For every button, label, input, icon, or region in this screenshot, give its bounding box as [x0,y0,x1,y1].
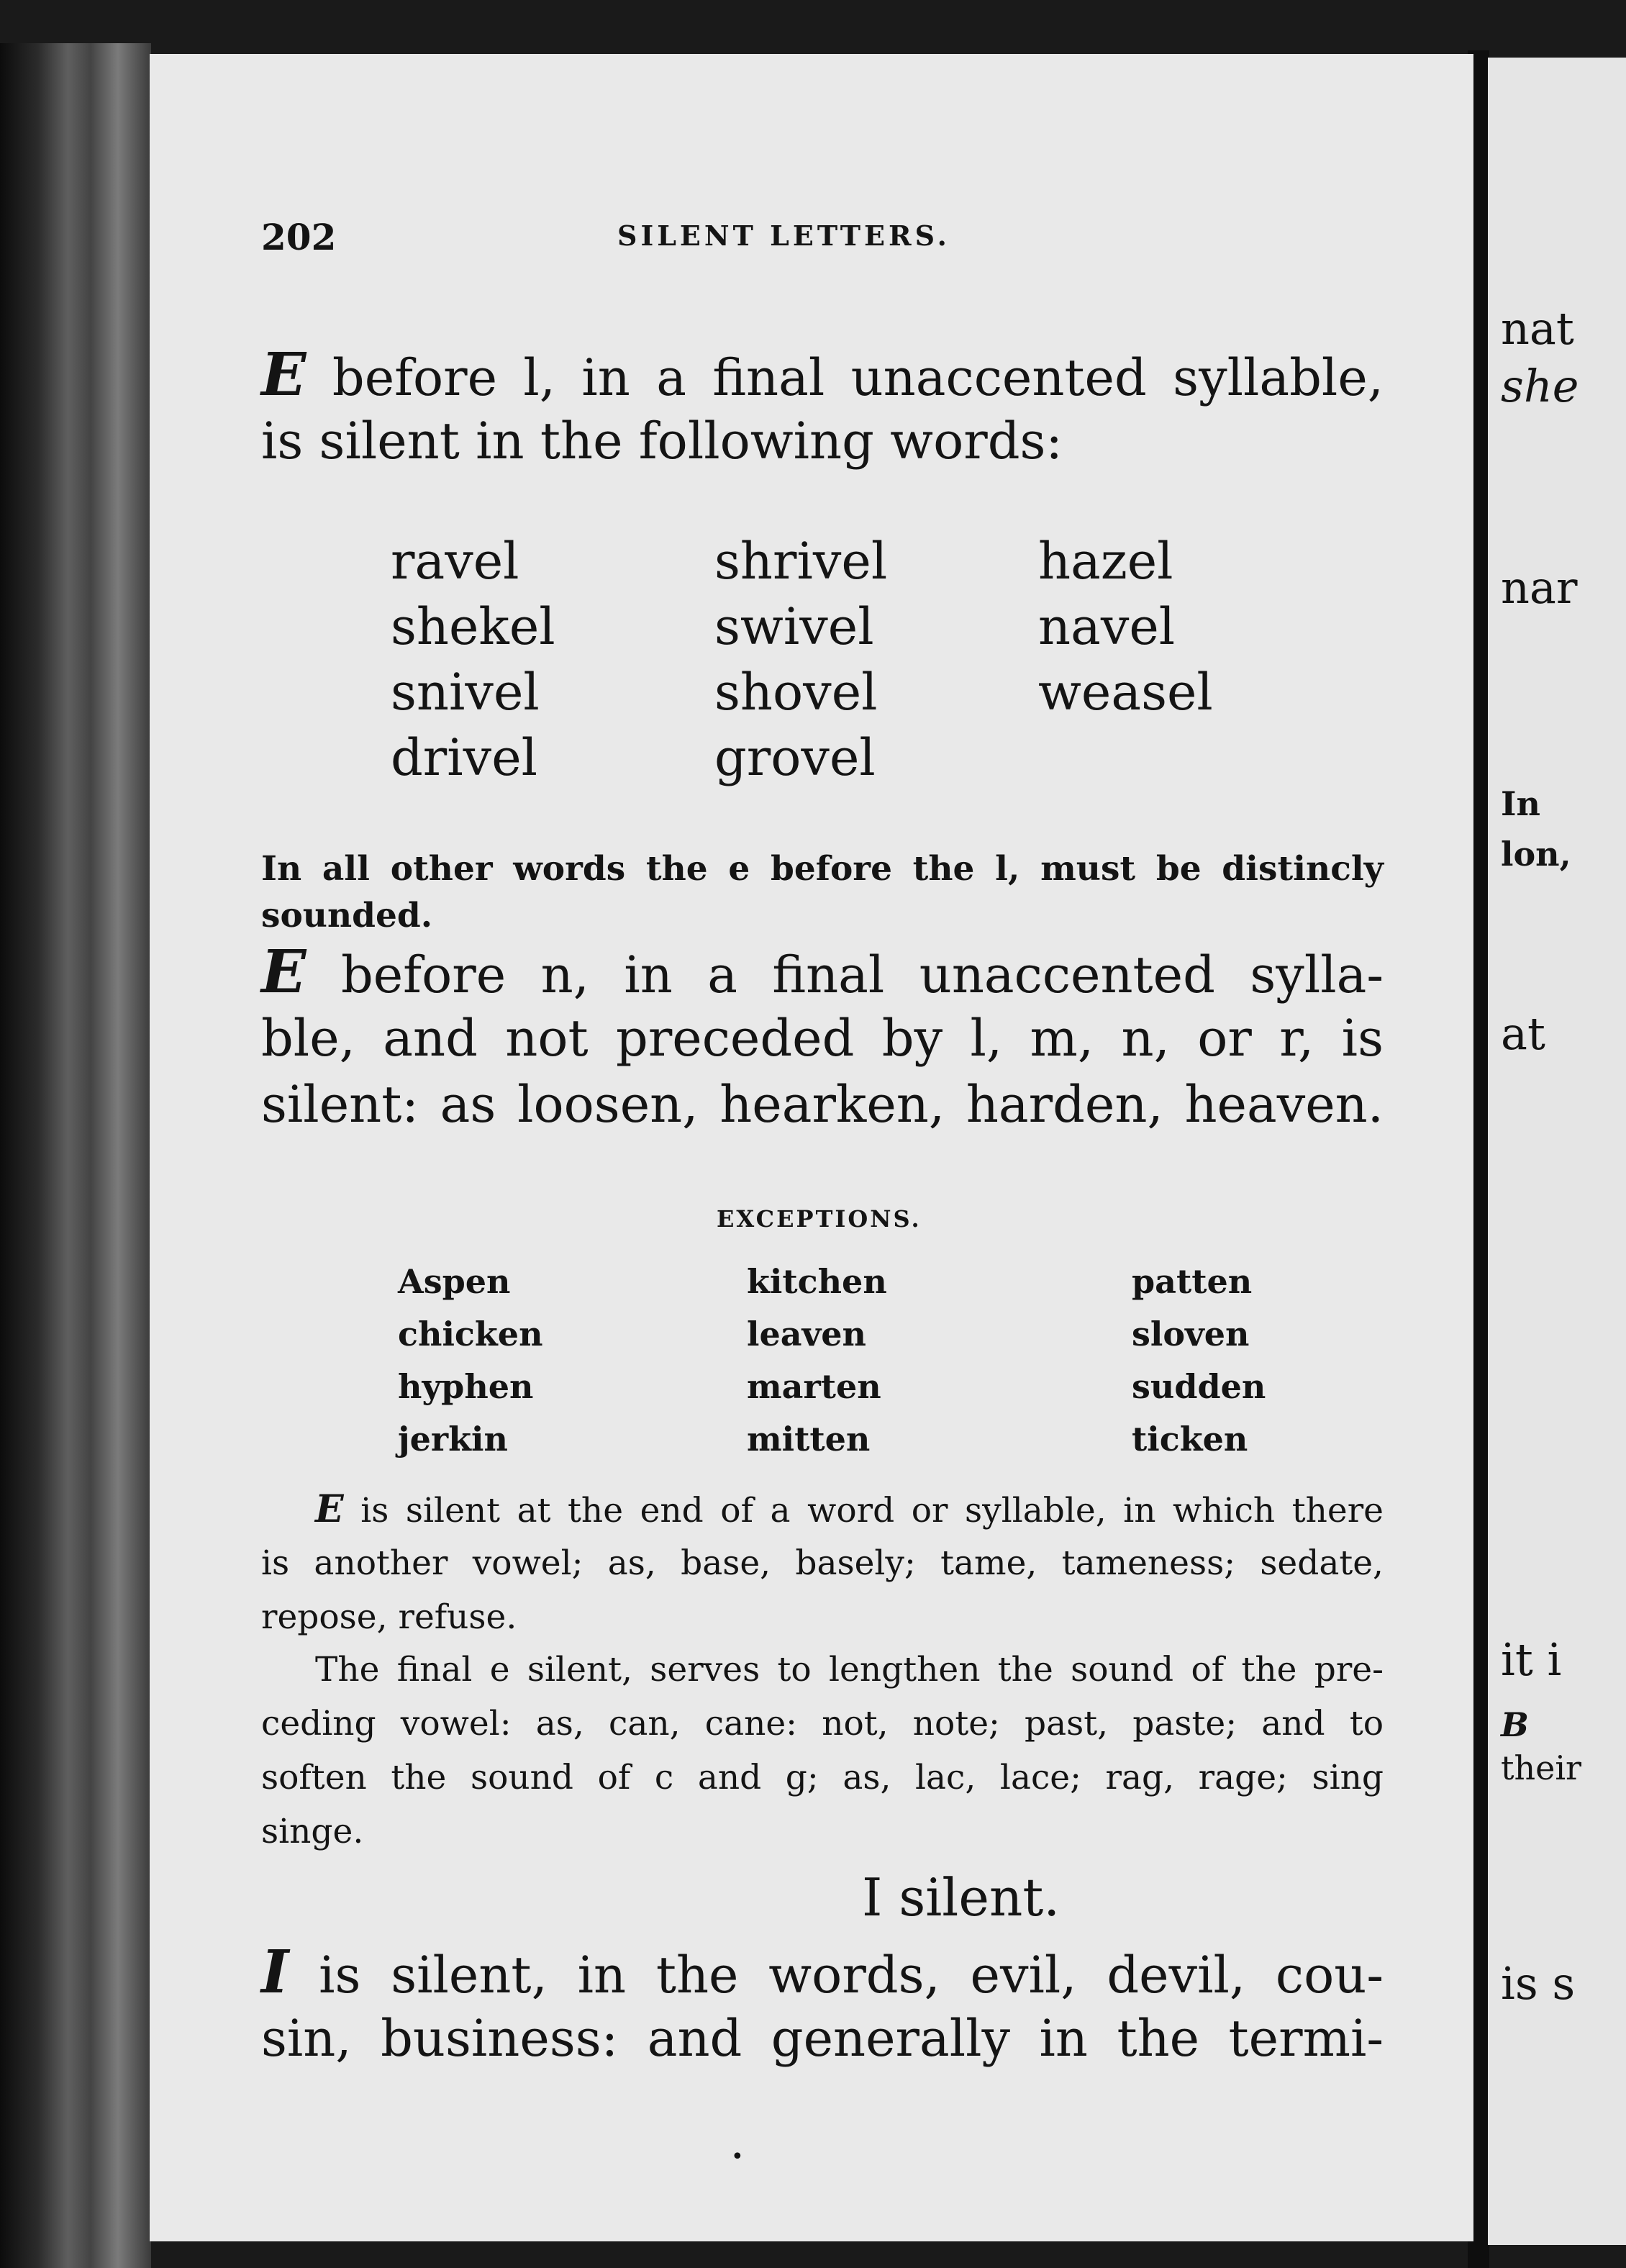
exception-item: sloven [1132,1315,1250,1353]
exception-item: ticken [1132,1420,1248,1459]
word-item: shekel [391,597,555,656]
rule-final-e-purpose-line1: The final e silent, serves to lengthen the sound of the pre- [315,1650,1384,1689]
rule-e-before-n-line2: ble, and not preceded by l, m, n, or r, is [261,1009,1384,1068]
dropcap-i: I [261,1938,289,2007]
exception-item: chicken [398,1315,543,1353]
exception-item: Aspen [398,1262,511,1301]
right-page-text: nat [1501,302,1574,355]
word-item: shovel [714,663,878,722]
right-page-fragment [1488,58,1626,2245]
word-column-3 [1038,529,1362,791]
note-l-line1: In all other words the e before the l, must be distincly [261,849,1384,889]
right-page-text: is s [1501,1957,1576,2010]
word-item: swivel [714,597,874,656]
rule-e-before-n-line1: E before n, in a final unaccented sylla- [261,938,1384,1007]
right-page-text: In [1501,784,1540,823]
right-page-text: lon, [1501,835,1571,874]
word-column-2 [714,529,1038,791]
exception-item: marten [747,1367,881,1406]
rule-final-e-purpose-line2: ceding vowel: as, can, cane: not, note; past, paste; and to [261,1704,1384,1743]
word-item: hazel [1038,532,1173,591]
word-list-l [391,529,1362,791]
exceptions-column-2 [747,1256,1132,1466]
right-page-text: she [1501,360,1579,412]
rule-final-e-line1: E is silent at the end of a word or syllable, in which there [315,1487,1384,1531]
dropcap-e: E [261,938,306,1007]
exceptions-column-1 [398,1256,747,1466]
exception-item: kitchen [747,1262,887,1301]
right-page-text: it i [1501,1633,1562,1686]
rule-final-e-purpose-line4: singe. [261,1812,364,1851]
rule-e-before-l-line2: is silent in the following words: [261,412,1063,471]
word-item: ravel [391,532,519,591]
rule-e-before-n-line3: silent: as loosen, hearken, harden, heaven. [261,1075,1384,1134]
rule-e-before-l-line1: E before l, in a final unaccented syllable, [261,340,1384,409]
exceptions-column-3 [1132,1256,1348,1466]
exception-item: patten [1132,1262,1253,1301]
word-item: weasel [1038,663,1213,722]
page-number: 202 [261,216,337,258]
exception-item: jerkin [398,1420,508,1459]
rule-i-line2: sin, business: and generally in the termi- [261,2009,1384,2068]
right-page-text: their [1501,1748,1582,1787]
rule-i-line1: I is silent, in the words, evil, devil, cou- [261,1938,1384,2007]
exception-item: sudden [1132,1367,1266,1406]
exception-item: leaven [747,1315,866,1353]
rule-final-e-line2: is another vowel; as, base, basely; tame, tameness; sedate, [261,1543,1384,1583]
dropcap-e: E [261,340,306,409]
exceptions-list [398,1256,1348,1466]
left-page [150,54,1473,2241]
note-l-line2: sounded. [261,896,433,935]
word-item: shrivel [714,532,888,591]
exceptions-heading: EXCEPTIONS. [717,1205,922,1233]
exception-item: hyphen [398,1367,534,1406]
word-column-1 [391,529,714,791]
word-item: drivel [391,728,538,787]
dropcap-e: E [315,1487,344,1531]
word-item: snivel [391,663,540,722]
right-page-text: nar [1501,561,1578,614]
right-page-text: B [1501,1705,1529,1744]
word-item: grovel [714,728,876,787]
exception-item: mitten [747,1420,871,1459]
rule-final-e-line3: repose, refuse. [261,1597,517,1637]
right-page-text: at [1501,1007,1545,1060]
footer-mark: • [731,2144,744,2169]
running-head: SILENT LETTERS. [617,219,950,252]
section-heading-i-silent: I silent. [862,1867,1060,1928]
rule-final-e-purpose-line3: soften the sound of c and g; as, lac, lace; rag, rage; sing [261,1758,1384,1797]
word-item: navel [1038,597,1176,656]
page-stack-edge [0,43,151,2268]
